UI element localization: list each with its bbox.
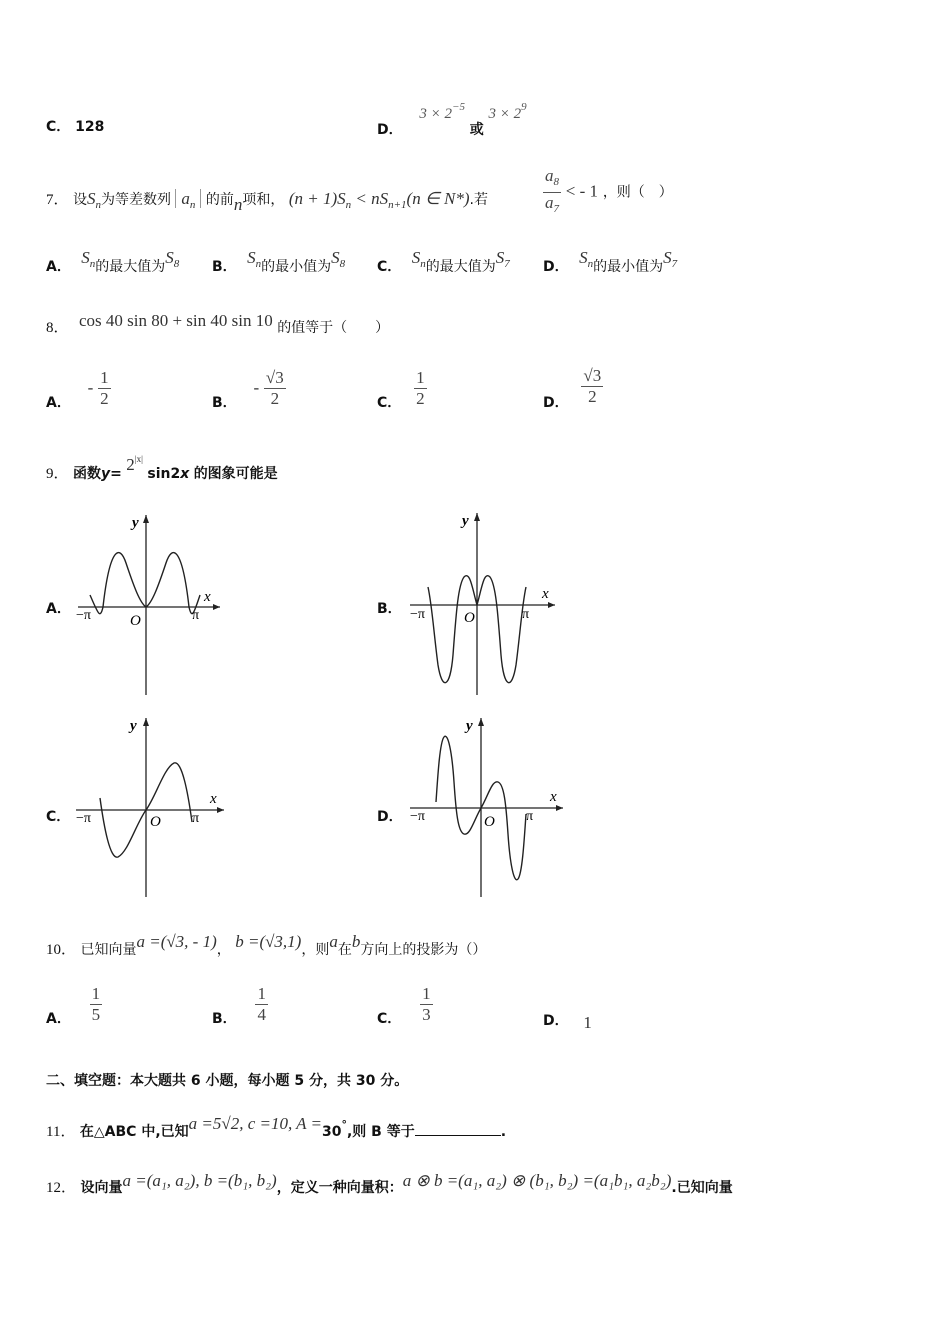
q11-stem: 11． 在△ABC 中,已知a =5√2, c =10, A =30°,则 B 等于 . — [46, 1114, 507, 1140]
origin-label: O — [150, 814, 161, 830]
math-expression: a =5√2, c =10, A = — [188, 1114, 322, 1133]
x-axis-label: x — [550, 789, 557, 805]
q6-option-d[interactable] — [377, 101, 527, 138]
q8-option-c[interactable]: C． $\frac{1}{2}$ — [377, 368, 425, 411]
q9-graph-b[interactable] — [400, 505, 565, 700]
q7-option-a[interactable]: $S_n$ — [81, 248, 96, 270]
q9-graph-c[interactable] — [70, 712, 235, 902]
y-axis-label: y — [132, 515, 139, 531]
q9-graph-d[interactable] — [400, 712, 570, 902]
y-axis-label: y — [130, 718, 137, 734]
origin-label: O — [484, 814, 495, 830]
pi-tick: π — [192, 608, 200, 623]
q7-fraction: $\frac{a_8}{a_7}$ < - 1 ，则（ ） — [543, 166, 673, 219]
neg-pi-tick: −π — [76, 608, 91, 623]
math-condition: $(n + 1)S_n < nS_{n+1}(n$ ∈ N*) — [288, 189, 470, 211]
math-Sn: $S_n$ — [86, 189, 101, 211]
math-vector-a: a =(√3, - 1) — [136, 932, 217, 951]
q7-option-d[interactable]: D． $S_n$的最小值为$S_7$ — [543, 248, 678, 275]
pi-tick: π — [192, 811, 200, 826]
question-number: 7． — [46, 192, 69, 208]
q12-stem: 12． 设向量a =(a₁, a₂), b =(b₁, b₂)，定义一种向量积：a ⊗ b =(a₁, a₂) ⊗ (b₁, b₂) =(a₁b₁, a₂b₂).已知向量 — [46, 1171, 733, 1196]
q8-option-d[interactable]: D． $\frac{√3}{2}$ — [543, 366, 602, 411]
neg-pi-tick: −π — [410, 607, 425, 622]
question-number: 9． — [46, 466, 69, 482]
q9-graph-a[interactable] — [70, 505, 230, 700]
q9-option-a-label: A． — [46, 601, 71, 617]
y-axis-label: y — [462, 513, 469, 529]
math-expression-1: a =(a₁, a₂), b =(b₁, b₂) — [122, 1171, 277, 1190]
math-an: $a_n$ — [175, 189, 201, 208]
q8-stem: 8． cos 40 sin 80 + sin 40 sin 10 的值等于（ ） — [46, 311, 390, 336]
x-axis-label: x — [210, 791, 217, 807]
q10-stem: 10． 已知向量a =(√3, - 1)， b =(√3,1)，则a在b方向上的投影为（） — [46, 932, 487, 958]
q6-option-c[interactable] — [46, 116, 104, 136]
q8-option-b[interactable]: B． - $\frac{√3}{2}$ — [212, 368, 284, 411]
pi-tick: π — [526, 809, 534, 824]
option-or: 或 — [469, 122, 484, 138]
math-vector-b: b =(√3,1) — [235, 932, 302, 951]
q10-option-d[interactable]: D． 1 — [543, 1013, 592, 1032]
q10-option-c[interactable]: C． $\frac{1}{3}$ — [377, 984, 431, 1027]
q7-option-b[interactable]: B． $S_n$的最小值为$S_8$ — [212, 248, 346, 275]
question-number: 12． — [46, 1180, 77, 1196]
math-power: $2^{|x|}$ — [126, 454, 143, 474]
math-expression-2: a ⊗ b =(a₁, a₂) ⊗ (b₁, b₂) =(a₁b₁, a₂b₂) — [402, 1171, 672, 1190]
q7-option-c[interactable]: C． $S_n$的最大值为$S_7$ — [377, 248, 510, 275]
option-label: C． — [46, 119, 71, 135]
q9-stem: 9． 函数$y= 2^{|x|}$ sin2x 的图象可能是 — [46, 454, 278, 482]
answer-blank[interactable] — [415, 1121, 501, 1136]
q7-stem: 7． 设$S_n$为等差数列 $a_n$ 的前n项和， $(n + 1)S_n < nS_{n+1}(n$ ∈ N*).若 — [46, 189, 488, 214]
origin-label: O — [464, 610, 475, 626]
option-expr-1: $3 \times 2^{-5}$ — [419, 101, 465, 122]
option-value: 128 — [75, 119, 105, 135]
x-axis-label: x — [542, 586, 549, 602]
q8-option-a[interactable]: A． - $\frac{1}{2}$ — [46, 368, 109, 411]
option-expr-2: $3 \times 2^9$ — [488, 101, 527, 122]
q9-option-c-label: C． — [46, 809, 71, 825]
neg-pi-tick: −π — [76, 811, 91, 826]
pi-tick: π — [522, 607, 530, 622]
q7-options: A． $S_n$的最大值为$S_8$ — [46, 248, 180, 275]
x-axis-label: x — [204, 589, 211, 605]
q10-option-b[interactable]: B． $\frac{1}{4}$ — [212, 984, 266, 1027]
y-axis-label: y — [466, 718, 473, 734]
neg-pi-tick: −π — [410, 809, 425, 824]
math-expression: cos 40 sin 80 + sin 40 sin 10 — [78, 311, 273, 330]
question-number: 11． — [46, 1124, 76, 1140]
q9-option-b-label: B． — [377, 601, 402, 617]
origin-label: O — [130, 613, 141, 629]
question-number: 8． — [46, 320, 69, 336]
section-title: 二、填空题：本大题共 6 小题，每小题 5 分，共 30 分。 — [46, 1073, 409, 1089]
option-label: D． — [377, 122, 403, 138]
q10-option-a[interactable]: A． $\frac{1}{5}$ — [46, 984, 101, 1027]
question-number: 10． — [46, 942, 77, 958]
q9-option-d-label: D． — [377, 809, 403, 825]
